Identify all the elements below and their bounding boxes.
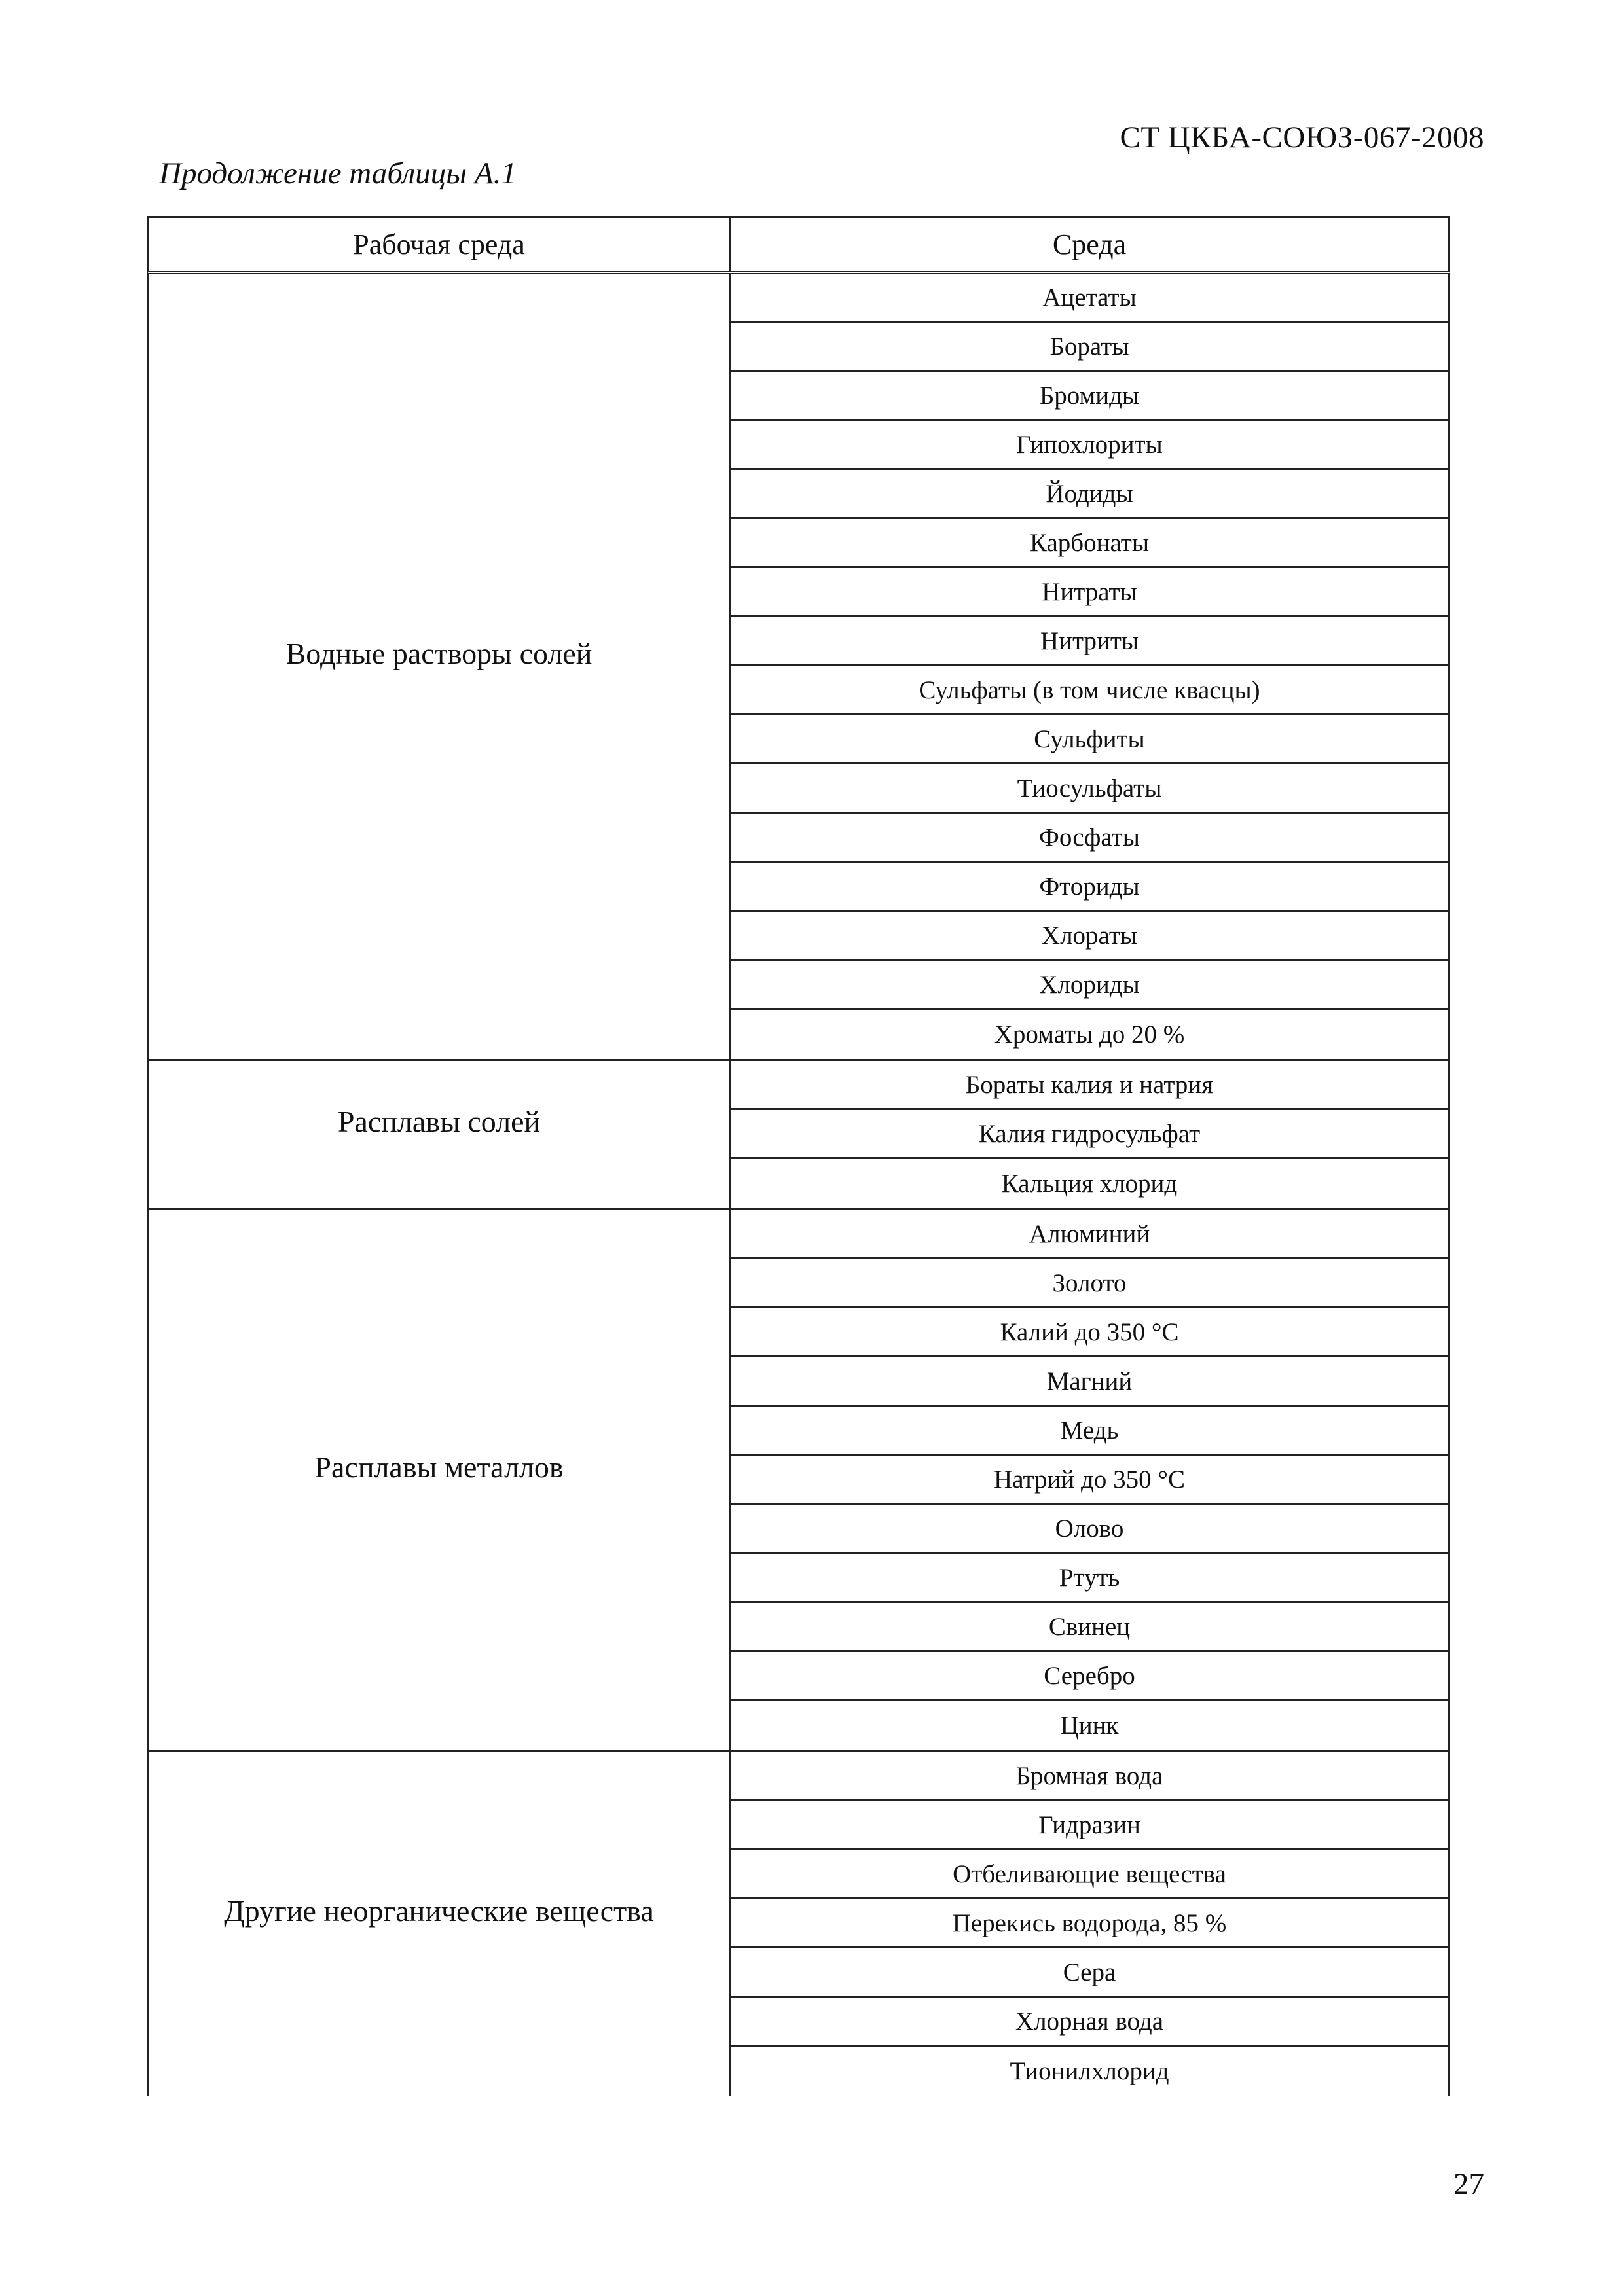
- medium-cell: Ацетаты: [731, 274, 1448, 323]
- medium-cell: Золото: [731, 1259, 1448, 1308]
- medium-cell: Отбеливающие вещества: [731, 1850, 1448, 1899]
- medium-cell: Сульфаты (в том числе квасцы): [731, 666, 1448, 715]
- medium-cell: Перекись водорода, 85 %: [731, 1899, 1448, 1948]
- group-items: [731, 1210, 1448, 1750]
- medium-cell: Хлораты: [731, 912, 1448, 961]
- medium-cell: Кальция хлорид: [1001, 1170, 1178, 1198]
- medium-cell: Магний: [731, 1357, 1448, 1407]
- medium-cell: Хроматы до 20 %: [994, 1020, 1185, 1049]
- medium-cell: Бромная вода: [731, 1752, 1448, 1801]
- medium-cell: Олово: [731, 1505, 1448, 1554]
- page-number: 27: [1453, 2167, 1484, 2201]
- medium-cell: Бромиды: [731, 372, 1448, 421]
- medium-cell: Цинк: [1060, 1712, 1119, 1740]
- medium-cell: Гидразин: [731, 1801, 1448, 1850]
- medium-cell: Йодиды: [731, 470, 1448, 519]
- medium-cell: Бораты калия и натрия: [731, 1061, 1448, 1110]
- medium-cell: Фториды: [731, 863, 1448, 912]
- column-header-working-medium: Рабочая среда: [149, 218, 731, 271]
- medium-cell: Натрий до 350 °C: [731, 1456, 1448, 1505]
- medium-cell: Нитраты: [731, 568, 1448, 617]
- medium-cell: Ртуть: [731, 1554, 1448, 1603]
- medium-cell: Тионилхлорид: [1010, 2057, 1169, 2085]
- table-header-row: [147, 216, 1450, 274]
- group-label: Водные растворы солей: [149, 274, 731, 1059]
- group-items: [731, 1061, 1448, 1208]
- medium-cell: Нитриты: [731, 617, 1448, 666]
- document-code: СТ ЦКБА-СОЮЗ-067-2008: [1120, 120, 1484, 154]
- table-group: [147, 274, 1450, 1061]
- table-group: [147, 1752, 1450, 2096]
- medium-cell: Хлорная вода: [731, 1998, 1448, 2047]
- group-items: [731, 1752, 1448, 2096]
- medium-cell: Алюминий: [731, 1210, 1448, 1259]
- medium-cell: Медь: [731, 1407, 1448, 1456]
- medium-cell: Гипохлориты: [731, 421, 1448, 470]
- medium-cell: Сульфиты: [731, 715, 1448, 764]
- medium-cell: Сера: [731, 1948, 1448, 1998]
- medium-cell: Фосфаты: [731, 814, 1448, 863]
- table-caption: Продолжение таблицы А.1: [159, 156, 517, 190]
- medium-cell: Калий до 350 °C: [731, 1308, 1448, 1357]
- medium-cell: Тиосульфаты: [731, 764, 1448, 814]
- medium-cell: Серебро: [731, 1652, 1448, 1701]
- group-label: Другие неорганические вещества: [149, 1752, 731, 2096]
- group-label: Расплавы солей: [149, 1061, 731, 1208]
- table-group: [147, 1210, 1450, 1752]
- medium-cell: Хлориды: [731, 961, 1448, 1010]
- group-label: Расплавы металлов: [149, 1210, 731, 1750]
- medium-cell: Карбонаты: [731, 519, 1448, 568]
- table-body: [147, 274, 1450, 2096]
- column-header-medium: Среда: [1052, 228, 1127, 260]
- medium-cell: Бораты: [731, 323, 1448, 372]
- medium-cell: Калия гидросульфат: [731, 1110, 1448, 1159]
- group-items: [731, 274, 1448, 1059]
- substances-table: [147, 216, 1450, 2096]
- table-group: [147, 1061, 1450, 1210]
- medium-cell: Свинец: [731, 1603, 1448, 1652]
